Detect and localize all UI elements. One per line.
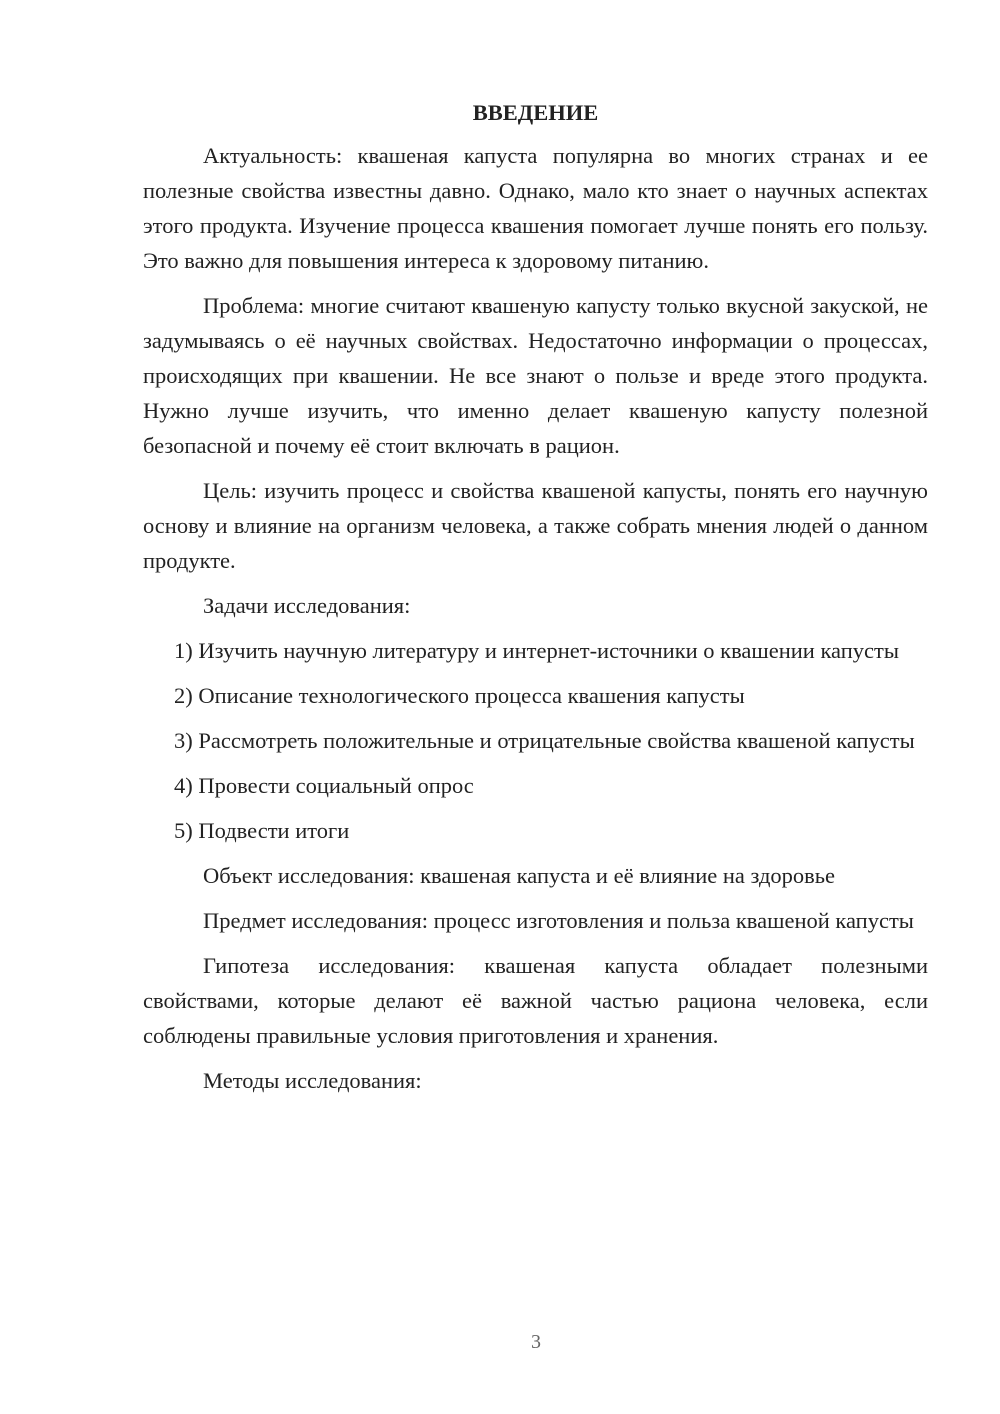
research-object: Объект исследования: квашеная капуста и её влияние на здоровье	[203, 863, 836, 888]
tasks-title: Задачи исследования:	[203, 593, 411, 618]
section-heading: ВВЕДЕНИЕ	[472, 100, 599, 125]
document-page	[143, 95, 928, 1098]
task-item-4: 4) Провести социальный опрос	[174, 773, 474, 798]
relevance-paragraph: Актуальность: квашеная капуста популярна во многих странах и ее полезные свойства известны давно. Однако, мало кто знает о научных аспектах этого продукта. Изучение процесса квашения помогает лучше понять его пользу. Это важно для повышения интереса к здоровому питанию.	[143, 143, 928, 273]
research-subject: Предмет исследования: процесс изготовления и польза квашеной капусты	[203, 908, 914, 933]
problem-paragraph: Проблема: многие считают квашеную капусту только вкусной закуской, не задумываясь о её научных свойствах. Недостаточно информации о процессах, происходящих при квашении. Не все знают о пользе и вреде этого продукта. Нужно лучше изучить, что именно делает квашеную капусту полезной безопасной и почему её стоит включать в рацион.	[143, 293, 928, 458]
research-methods: Методы исследования:	[203, 1068, 422, 1093]
task-item-5: 5) Подвести итоги	[174, 818, 350, 843]
page-number: 3	[531, 1331, 541, 1353]
task-item-1: 1) Изучить научную литературу и интернет-источники о квашении капусты	[174, 638, 899, 663]
goal-paragraph: Цель: изучить процесс и свойства квашеной капусты, понять его научную основу и влияние на организм человека, а также собрать мнения людей о данном продукте.	[143, 478, 928, 573]
task-item-2: 2) Описание технологического процесса квашения капусты	[174, 683, 745, 708]
research-hypothesis: Гипотеза исследования: квашеная капуста обладает полезными свойствами, которые делают её важной частью рациона человека, если соблюдены правильные условия приготовления и хранения.	[143, 953, 928, 1048]
task-item-3: 3) Рассмотреть положительные и отрицательные свойства квашеной капусты	[174, 728, 915, 753]
